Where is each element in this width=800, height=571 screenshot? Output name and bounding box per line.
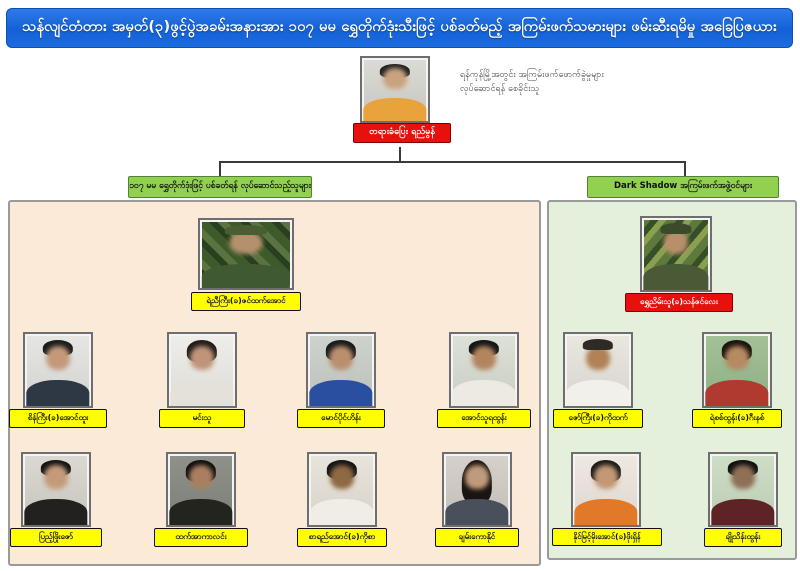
- suspect-photo: [167, 332, 237, 408]
- root-suspect-name-label: တရားခံပြေး ရည်မွန်: [353, 123, 451, 143]
- left-group-header: ၁၀၇ မမ ရွှေတိုက်ဒုံးဖြင့် ပစ်ခတ်ရန် လုပ်ဆောင်သည့်သူများ: [128, 176, 312, 198]
- suspect-photo: [442, 452, 512, 527]
- suspect-name-label: ထက်အာကာလင်း: [154, 528, 248, 547]
- note-line-1: ရန်ကုန်မြို့အတွင်း အကြမ်းဖက်ဖောက်ခွဲမှုများ: [460, 70, 604, 80]
- suspect-name-label: စိန်ကြီး(ခ)အောင်ထူး: [9, 409, 107, 428]
- torso: [452, 380, 515, 408]
- right-group-header: Dark Shadow အကြမ်းဖက်အဖွဲ့ဝင်များ: [587, 176, 779, 198]
- suspect-name-label: မောင်ပိုင်ဟိန်း: [297, 409, 385, 428]
- suspect-photo: [563, 332, 633, 408]
- note-line-2: လုပ်ဆောင်ရန် စေခိုင်းသူ: [460, 84, 540, 94]
- hat: [462, 459, 492, 470]
- torso: [309, 380, 372, 408]
- suspect-photo: [21, 452, 91, 527]
- right-leader-name-label: ရွှေညိမ်းသူ(ခ)သန်ဇင်လေး: [625, 293, 733, 312]
- torso: [310, 499, 373, 527]
- hat: [43, 339, 73, 350]
- hat: [186, 459, 216, 470]
- torso: [643, 264, 708, 292]
- suspect-name-label: အောင်သူရထွန်း: [437, 409, 531, 428]
- torso: [566, 380, 629, 408]
- hat: [469, 339, 499, 350]
- hat: [327, 459, 357, 470]
- suspect-name-label: ရဲစစ်ထွန်း(ခ)ဂီးနစ်: [692, 409, 782, 428]
- cap: [583, 339, 613, 350]
- suspect-name-label: နိုင်မြင့်မိုးအောင်(ခ)ဖိုးရှိန်: [552, 528, 662, 546]
- torso: [169, 499, 232, 527]
- torso: [445, 499, 508, 527]
- suspect-photo: [708, 452, 778, 527]
- hat: [722, 339, 752, 350]
- suspect-photo: [306, 332, 376, 408]
- suspect-photo: [166, 452, 236, 527]
- suspect-photo: [449, 332, 519, 408]
- root-suspect-photo: [360, 56, 430, 123]
- torso: [202, 264, 290, 290]
- suspect-name-label: ဇော်ကြီး(ခ)ကိုထက်: [553, 409, 643, 428]
- suspect-name-label: စာရည်အောင်(ခ)ကိုစာ: [297, 528, 387, 547]
- left-leader-photo: [198, 218, 294, 290]
- suspect-name-label: ချမ်းကောနိုင်: [435, 528, 519, 547]
- torso: [363, 98, 426, 123]
- hat: [187, 339, 217, 350]
- root-suspect-note: [460, 68, 690, 96]
- hat: [591, 459, 621, 470]
- suspect-photo: [571, 452, 641, 527]
- suspect-photo: [307, 452, 377, 527]
- right-leader-photo: [640, 216, 712, 292]
- torso: [24, 499, 87, 527]
- connector-horizontal: [219, 161, 686, 163]
- left-leader-name-label: ရဲညီကြီး(ခ)ဇင်ထက်အောင်: [191, 292, 301, 311]
- hat: [380, 62, 410, 71]
- torso: [574, 499, 637, 527]
- helmet: [660, 223, 691, 234]
- suspect-name-label: မင်းသူ: [159, 409, 245, 428]
- suspect-name-label: ချိုသိန်းထွန်း: [704, 528, 782, 547]
- suspect-photo: [702, 332, 772, 408]
- suspect-photo: [23, 332, 93, 408]
- suspect-name-label: ပြည့်ဖြိုးဇော်: [10, 528, 102, 547]
- title-text: သန်လျင်တံတား အမှတ်(၃)ဖွင့်ပွဲအခမ်းအနားအား ၁၀၇ မမ ရွှေတိုက်ဒုံးသီးဖြင့် ပစ်ခတ်မည့် အကြမ်းဖက်သမားများ ဖမ်းဆီးရမိမှု အခြေပြဇယား: [22, 18, 777, 35]
- hat: [326, 339, 356, 350]
- hat: [41, 459, 71, 470]
- torso: [711, 499, 774, 527]
- torso: [26, 380, 89, 408]
- title-banner: [6, 8, 793, 48]
- hat: [728, 459, 758, 470]
- torso: [170, 380, 233, 408]
- hat: [225, 225, 267, 235]
- torso: [705, 380, 768, 408]
